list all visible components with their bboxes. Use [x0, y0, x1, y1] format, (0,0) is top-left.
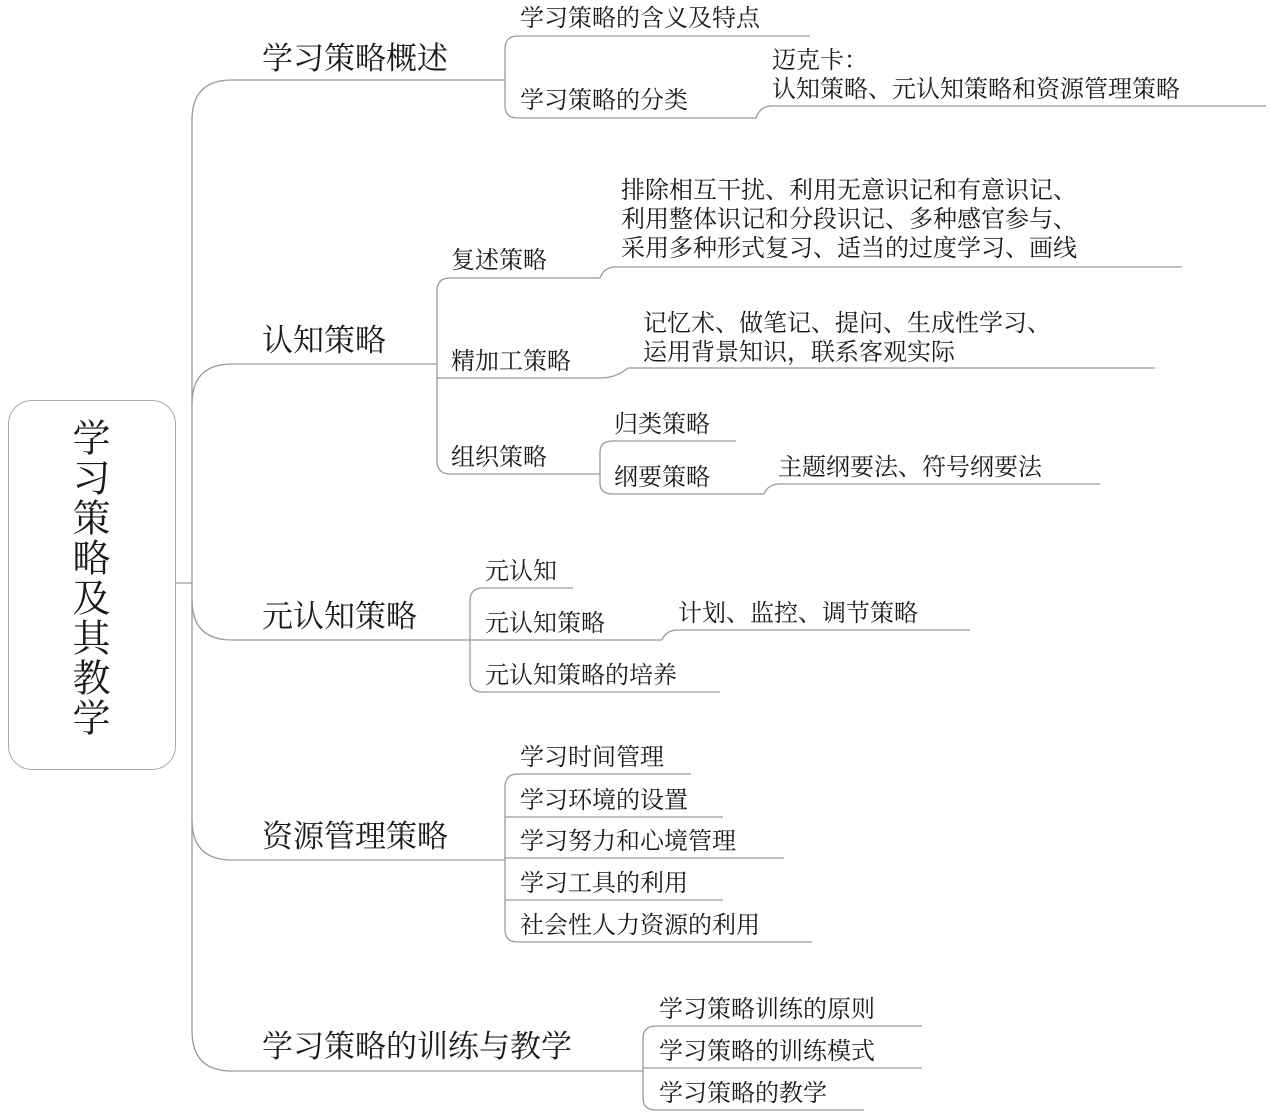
rehearsal-detail-line: 利用整体识记和分段识记、多种感官参与、 — [621, 205, 1077, 233]
training-item: 学习策略的教学 — [659, 1079, 827, 1107]
rehearsal-strategy: 复述策略 — [451, 246, 547, 274]
resource-item: 学习时间管理 — [520, 743, 664, 771]
resource-item: 社会性人力资源的利用 — [520, 911, 760, 939]
branch-training-title: 学习策略的训练与教学 — [262, 1029, 572, 1065]
root-title: 学习策略及其教学 — [66, 418, 110, 738]
rehearsal-detail-line: 排除相互干扰、利用无意识记和有意识记、 — [621, 176, 1077, 204]
rehearsal-detail-line: 采用多种形式复习、适当的过度学习、画线 — [621, 234, 1077, 262]
training-item: 学习策略的训练模式 — [659, 1037, 875, 1065]
overview-meaning: 学习策略的含义及特点 — [520, 4, 760, 32]
resource-item: 学习努力和心境管理 — [520, 827, 736, 855]
elaboration-detail-line: 记忆术、做笔记、提问、生成性学习、 — [643, 309, 1051, 337]
metacognitive-cultivation: 元认知策略的培养 — [485, 661, 677, 689]
metacognitive-strategy-detail: 计划、监控、调节策略 — [678, 599, 918, 627]
branch-overview-title: 学习策略概述 — [262, 41, 448, 77]
overview-classification: 学习策略的分类 — [520, 86, 688, 114]
branch-resource-title: 资源管理策略 — [262, 819, 448, 855]
outline-detail: 主题纲要法、符号纲要法 — [778, 453, 1042, 481]
training-item: 学习策略训练的原则 — [659, 995, 875, 1023]
organization-strategy: 组织策略 — [451, 443, 547, 471]
branch-metacognitive-title: 元认知策略 — [262, 599, 417, 635]
resource-item: 学习环境的设置 — [520, 786, 688, 814]
categorization-strategy: 归类策略 — [614, 410, 710, 438]
mckeachie-detail: 认知策略、元认知策略和资源管理策略 — [772, 75, 1180, 103]
resource-item: 学习工具的利用 — [520, 869, 688, 897]
mckeachie-label: 迈克卡： — [772, 46, 868, 74]
metacognitive-strategy: 元认知策略 — [485, 609, 605, 637]
outline-strategy: 纲要策略 — [614, 463, 710, 491]
elaboration-strategy: 精加工策略 — [451, 347, 571, 375]
metacognition: 元认知 — [485, 557, 557, 585]
branch-cognitive-title: 认知策略 — [262, 323, 386, 359]
elaboration-detail-line: 运用背景知识，联系客观实际 — [643, 338, 955, 366]
